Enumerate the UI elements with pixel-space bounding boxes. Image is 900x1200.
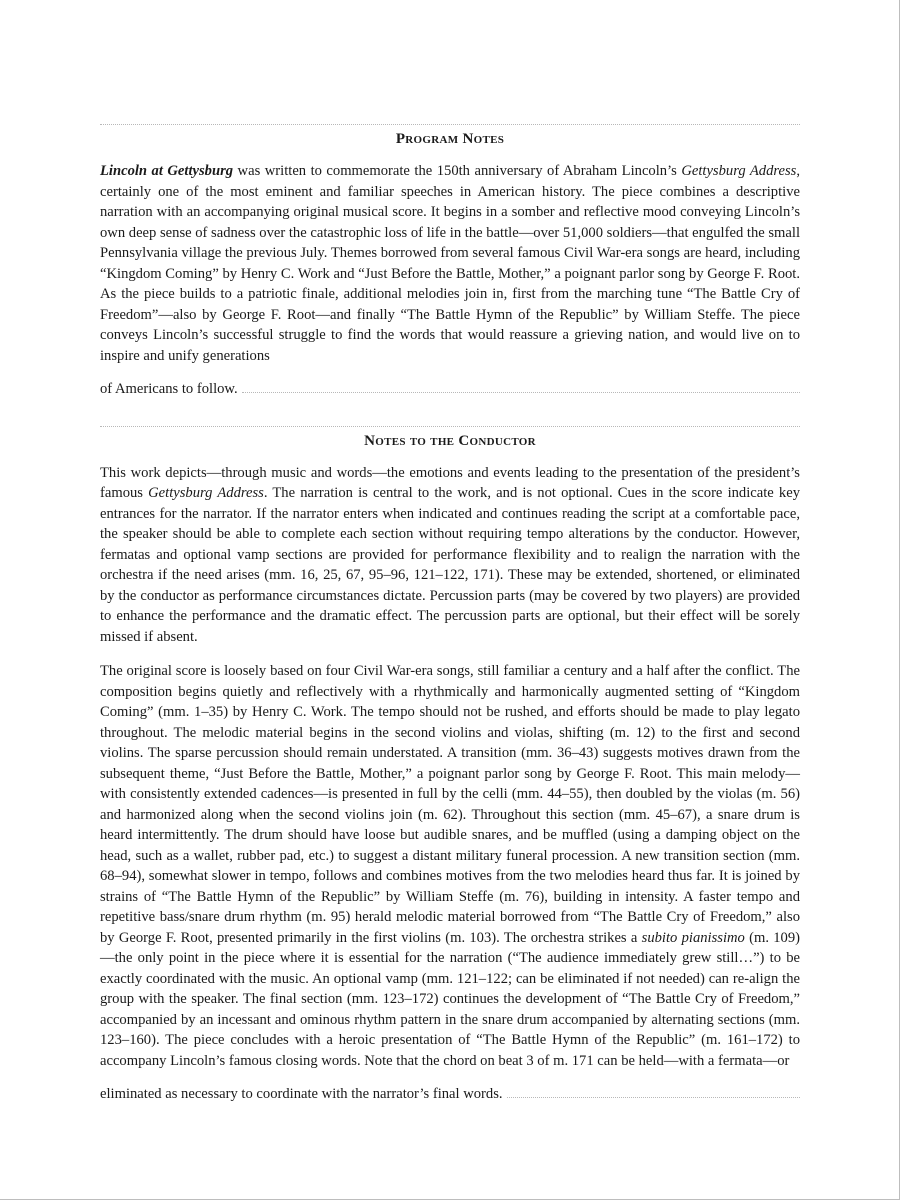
- top-divider: [100, 124, 800, 125]
- program-notes-heading: Program Notes: [395, 131, 505, 147]
- conductor-notes-last-line: eliminated as necessary to coordinate with the narrator’s final words.: [100, 1083, 800, 1105]
- conductor-notes-paragraph-1: This work depicts—through music and words—the emotions and events leading to the presentation of the president’s famous Gettysburg Address. The narration is central to the work, and is not optional. Cues in the score indicate key entrances for the narrator. If the narrator enters when indicated and continues reading the script at a comfortable pace, the speaker should be able to complete each section without requiring tempo alterations by the conductor. However, fermatas and optional vamp sections are provided for performance flexibility and to realign the narration with the orchestra if the need arises (mm. 16, 25, 67, 95–96, 121–122, 171). These may be extended, shortened, or eliminated by the conductor as performance circumstances dictate. Percussion parts (may be covered by two players) are provided to enhance the performance and the dramatic effect. The percussion parts are optional, but their effect will be sorely missed if absent.: [100, 464, 800, 645]
- conductor-notes-paragraph-2: The original score is loosely based on four Civil War-era songs, still familiar a century and a half after the conflict. The composition begins quietly and reflectively with a rhythmically and harmonically augmented setting of “Kingdom Coming” (mm. 1–35) by Henry C. Work. The tempo should not be rushed, and efforts should be made to play legato throughout. The melodic material begins in the second violins and violas, shifting (m. 12) to the first and second violins. The sparse percussion should remain understated. A transition (mm. 36–43) suggests motives drawn from the subsequent theme, “Just Before the Battle, Mother,” a poignant parlor song by George F. Root. This main melody—with consistently extended cadences—is presented in full by the celli (mm. 44–55), then doubled by the violas (m. 56) and harmonized along when the second violins join (m. 62). Throughout this section (mm. 45–67), a snare drum is heard intermittently. The drum should have loose but audible snares, and be muffled (using a damping object on the head, such as a wallet, rubber pad, etc.) to suggest a distant military funeral procession. A new transition section (mm. 68–94), somewhat slower in tempo, follows and combines motives from the two melodies heard thus far. It is joined by strains of “The Battle Hymn of the Republic” by William Steffe (m. 76), building in intensity. A faster tempo and repetitive bass/snare drum rhythm (m. 95) herald melodic material borrowed from “The Battle Cry of Freedom,” also by George F. Root, presented primarily in the first violins (m. 103). The orchestra strikes a subito pianissimo (m. 109)—the only point in the piece where it is essential for the narration (“The audience immediately grew still…”) to be exactly coordinated with the music. An optional vamp (mm. 121–122; can be eliminated if not needed) can re-align the group with the speaker. The final section (mm. 123–172) continues the development of “The Battle Cry of Freedom,” accompanied by an incessant and ominous rhythm pattern in the snare drum accompanied by alternating sections (mm. 123–160). The piece concludes with a heroic presentation of “The Battle Hymn of the Republic” (m. 161–172) to accompany Lincoln’s famous closing words. Note that the chord on beat 3 of m. 171 can be held—with a fermata—or: [100, 663, 800, 1069]
- program-notes-paragraph: Lincoln at Gettysburg was written to commemorate the 150th anniversary of Abraham Lincoln’s Gettysburg Address, certainly one of the most eminent and familiar speeches in American history. The piece combines a descriptive narration with an accompanying original musical score. It begins in a somber and reflective mood conveying Lincoln’s own deep sense of sadness over the catastrophic loss of life in the battle—over 51,000 soldiers—that engulfed the small Pennsylvania village the previous July. Themes borrowed from several famous Civil War-era songs are heard, including “Kingdom Coming” by Henry C. Work and “Just Before the Battle, Mother,” a poignant parlor song by George F. Root. As the piece builds to a patriotic finale, additional melodies join in, first from the marching tune “The Battle Cry of Freedom”—also by George F. Root—and finally “The Battle Hymn of the Republic” by William Steffe. The piece conveys Lincoln’s successful struggle to find the words that would reassure a grieving nation, and would live on to inspire and unify generations: [100, 163, 800, 364]
- piece-title: Lincoln at Gettysburg: [100, 163, 234, 179]
- document-content: [100, 124, 800, 1105]
- conductor-notes-heading: Notes to the Conductor: [364, 432, 536, 449]
- conductor-divider: [100, 426, 800, 427]
- program-notes-last-line: of Americans to follow.: [100, 378, 800, 400]
